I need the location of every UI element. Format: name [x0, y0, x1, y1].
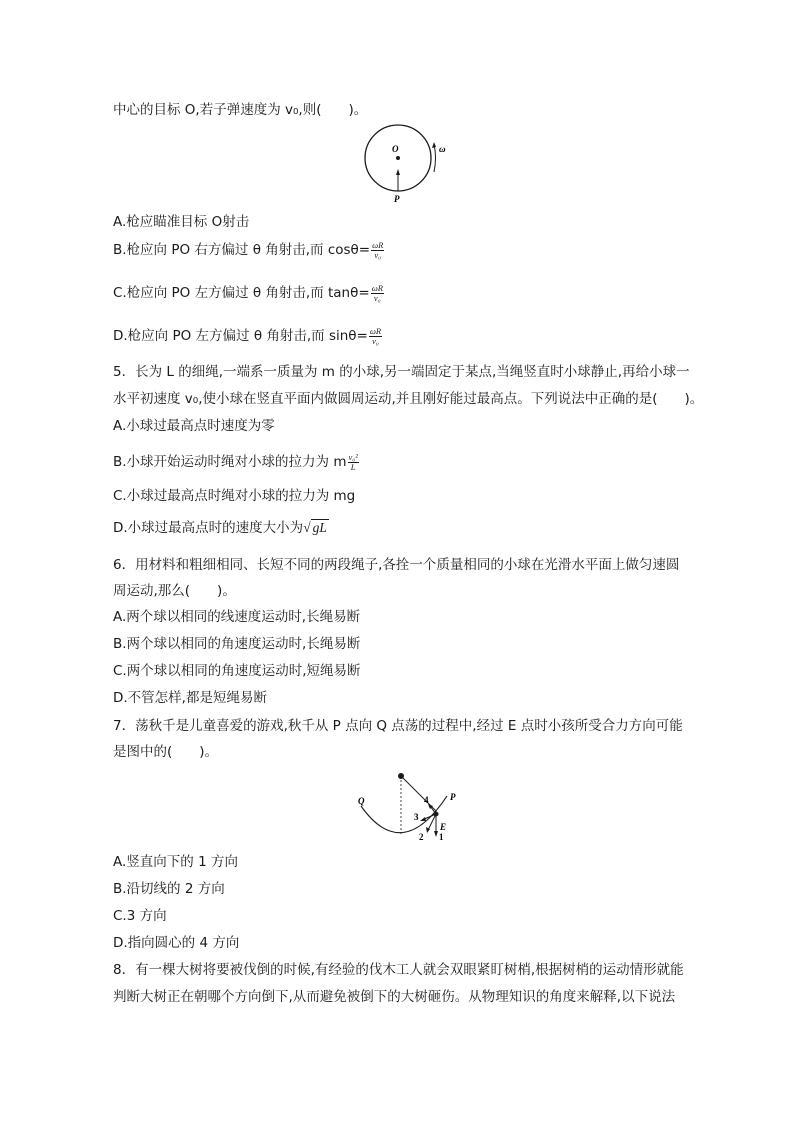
frac-num: ωR [369, 325, 382, 336]
q4-label-omega: ω [439, 144, 446, 154]
q4-option-c [113, 283, 384, 303]
frac-den: v₀ [373, 292, 381, 303]
frac-num: ωR [372, 239, 384, 250]
q7-label-1: 1 [439, 832, 444, 842]
q4-option-d-frac [369, 327, 382, 346]
q5-option-d-text: D.小球过最高点时的速度大小为 [113, 520, 304, 536]
q7-swing-figure [350, 768, 470, 844]
frac-den: L [350, 461, 356, 472]
q6-option-a: A.两个球以相同的线速度运动时,长绳易断 [113, 609, 361, 625]
q7-label-2: 2 [419, 832, 424, 842]
frac-num: v₀² [348, 451, 358, 462]
q6-stem-line2: 周运动,那么( )。 [113, 583, 236, 599]
q5-option-d [113, 518, 329, 538]
q7-stem-line2: 是图中的( )。 [113, 744, 219, 760]
q8-stem-line1: 8．有一棵大树将要被伐倒的时候,有经验的伐木工人就会双眼紧盯树梢,根据树梢的运动情形就能 [113, 962, 684, 978]
q5-stem-line1: 5．长为 L 的细绳,一端系一质量为 m 的小球,另一端固定于某点,当绳竖直时小球静止,再给小球一 [113, 364, 690, 380]
q4-option-b-text: B.枪应向 PO 右方偏过 θ 角射击,而 cosθ= [113, 242, 371, 258]
q7-stem-line1: 7．荡秋千是儿童喜爱的游戏,秋千从 P 点向 Q 点荡的过程中,经过 E 点时小孩所受合力方向可能 [113, 718, 683, 734]
q7-option-d: D.指向圆心的 4 方向 [113, 935, 240, 951]
q5-stem-line2: 水平初速度 v₀,使小球在竖直平面内做圆周运动,并且刚好能过最高点。下列说法中正确的是( )。 [113, 391, 704, 407]
q5-option-b-frac [348, 453, 359, 472]
q7-label-3: 3 [414, 812, 419, 822]
q5-option-c: C.小球过最高点时绳对小球的拉力为 mg [113, 488, 356, 504]
frac-den: v₀ [374, 249, 382, 260]
q4-option-d [113, 326, 382, 346]
q4-stem: 中心的目标 O,若子弹速度为 v₀,则( )。 [113, 102, 368, 118]
sqrt-expression: √ gL [303, 520, 327, 535]
q4-option-d-text: D.枪应向 PO 左方偏过 θ 角射击,而 sinθ= [113, 328, 368, 344]
sqrt-radicand: gL [312, 520, 327, 535]
q4-label-o: O [392, 144, 399, 154]
q6-option-b: B.两个球以相同的角速度运动时,长绳易断 [113, 636, 361, 652]
q7-label-4: 4 [424, 795, 429, 805]
frac-den: v₀ [372, 335, 379, 346]
q6-option-c: C.两个球以相同的角速度运动时,短绳易断 [113, 663, 361, 679]
q7-label-p: P [450, 792, 456, 802]
q5-option-a: A.小球过最高点时速度为零 [113, 418, 275, 434]
q5-option-b-text: B.小球开始运动时绳对小球的拉力为 m [113, 454, 347, 470]
q4-option-c-frac [371, 284, 384, 303]
q6-option-d: D.不管怎样,都是短绳易断 [113, 690, 267, 706]
q7-label-q: Q [358, 796, 365, 806]
q7-option-a: A.竖直向下的 1 方向 [113, 854, 238, 870]
frac-num: ωR [371, 282, 383, 293]
q8-stem-line2: 判断大树正在朝哪个方向倒下,从而避免被倒下的大树砸伤。从物理知识的角度来解释,以下说法 [113, 989, 676, 1005]
q4-option-b-frac [371, 241, 384, 260]
q7-option-b: B.沿切线的 2 方向 [113, 881, 225, 897]
q4-label-p: P [394, 194, 400, 204]
q7-option-c: C.3 方向 [113, 908, 167, 924]
q4-option-b [113, 240, 384, 260]
q4-circle-figure [355, 122, 455, 206]
q5-option-b [113, 452, 359, 472]
q4-option-c-text: C.枪应向 PO 左方偏过 θ 角射击,而 tanθ= [113, 285, 370, 301]
q6-stem-line1: 6．用材料和粗细相同、长短不同的两段绳子,各拴一个质量相同的小球在光滑水平面上做匀速圆 [113, 557, 680, 573]
q7-label-e: E [440, 822, 447, 832]
q4-option-a: A.枪应瞄准目标 O射击 [113, 214, 250, 230]
